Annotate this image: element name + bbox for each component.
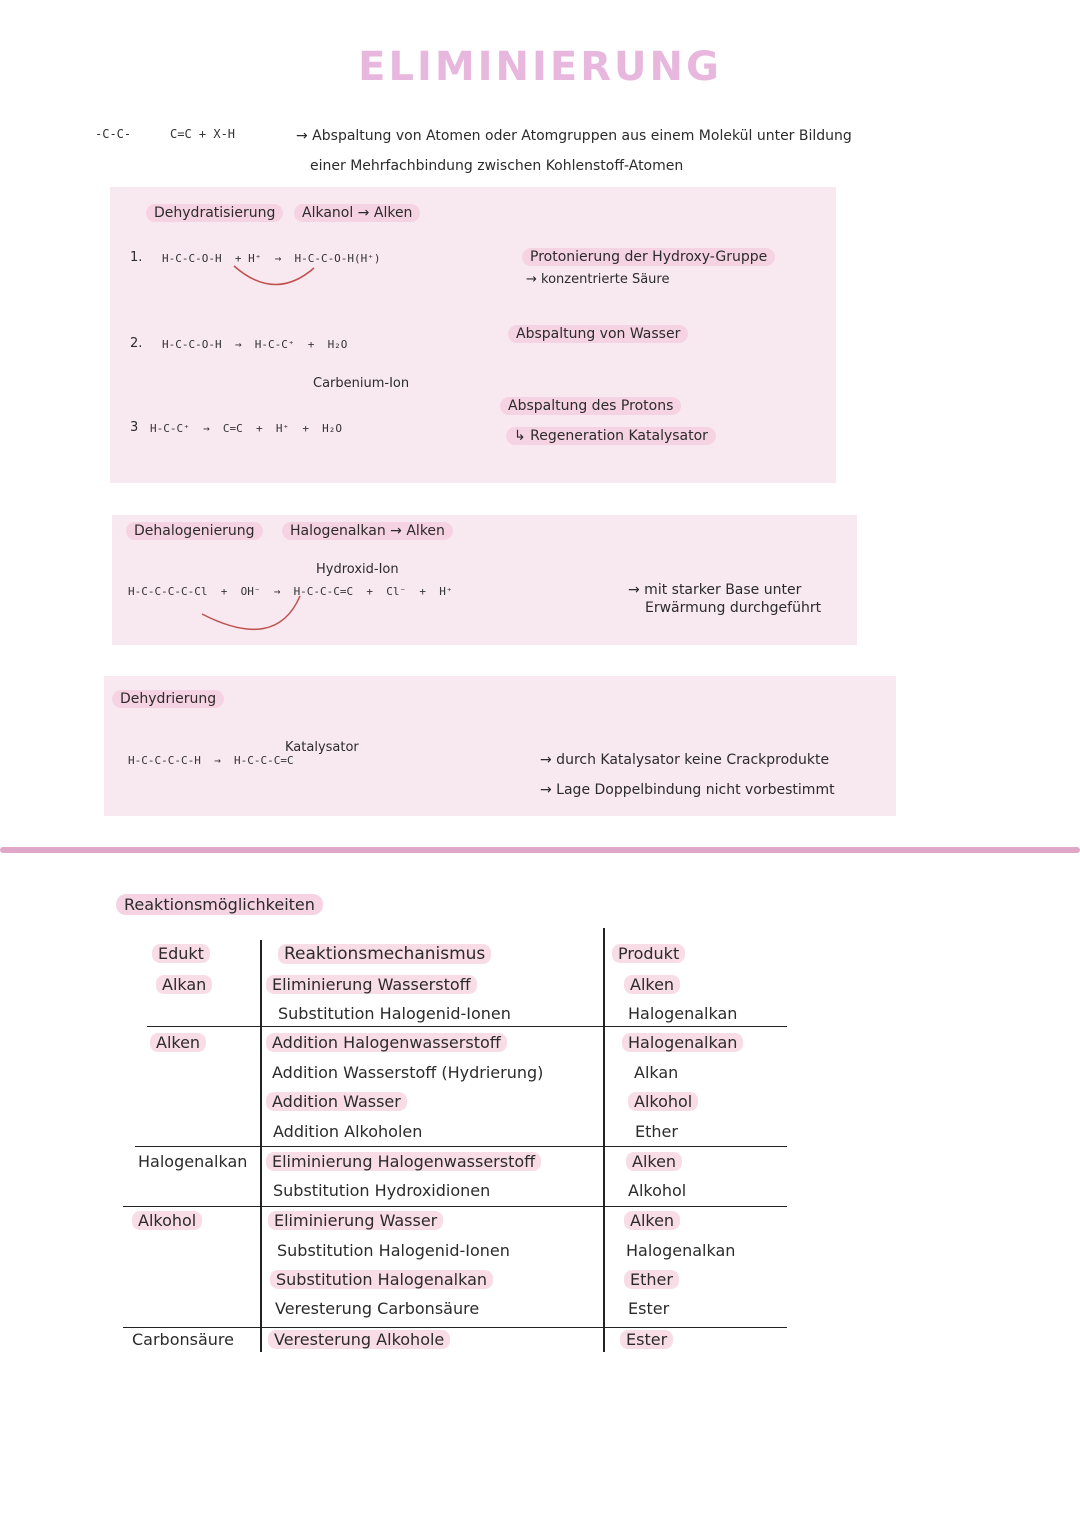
row-2-prod: Halogenalkan	[628, 1004, 738, 1023]
row-13-edukt: Carbonsäure	[132, 1330, 234, 1349]
katalysator-label: Katalysator	[285, 740, 359, 755]
row-12-mech: Veresterung Carbonsäure	[275, 1299, 480, 1318]
hydroxid-ion-label: Hydroxid-Ion	[316, 562, 399, 577]
dehydrierung-note-1: → durch Katalysator keine Crackprodukte	[540, 752, 830, 768]
step-1-number: 1.	[130, 250, 143, 265]
dehydratisierung-panel	[110, 187, 836, 483]
col-header-edukt: Edukt	[152, 944, 210, 963]
col-header-mechanismus: Reaktionsmechanismus	[278, 944, 491, 964]
table-heading: Reaktionsmöglichkeiten	[116, 894, 323, 915]
dehalogenierung-note-2: Erwärmung durchgeführt	[645, 600, 822, 616]
row-1-edukt: Alkan	[156, 975, 212, 994]
step-3-subnote: ↳ Regeneration Katalysator	[506, 427, 716, 445]
step-1-note: Protonierung der Hydroxy-Gruppe	[522, 248, 775, 266]
row-8-mech: Substitution Hydroxidionen	[273, 1181, 491, 1200]
dehalogenierung-formula: H-C-C-C-C-Cl + OH⁻ → H-C-C-C=C + Cl⁻ + H⁺	[128, 585, 453, 598]
row-6-mech: Addition Alkoholen	[273, 1122, 423, 1141]
table-rule-3	[123, 1206, 787, 1207]
row-5-mech: Addition Wasser	[266, 1092, 407, 1111]
row-4-mech: Addition Wasserstoff (Hydrierung)	[272, 1063, 544, 1082]
section-divider	[0, 847, 1080, 853]
table-divider-v2	[603, 928, 605, 1352]
table-rule-4	[123, 1327, 787, 1328]
dehydratisierung-equation: Alkanol → Alken	[294, 204, 420, 222]
dehydrierung-note-2: → Lage Doppelbindung nicht vorbestimmt	[540, 782, 835, 798]
intro-definition-line2: einer Mehrfachbindung zwischen Kohlenstoff-Atomen	[310, 158, 684, 174]
intro-scheme-lhs: -C-C-	[95, 127, 132, 141]
electron-arrow-1	[230, 262, 320, 292]
row-12-prod: Ester	[628, 1299, 670, 1318]
row-7-mech: Eliminierung Halogenwasserstoff	[266, 1152, 541, 1171]
row-6-prod: Ether	[635, 1122, 678, 1141]
step-2-number: 2.	[130, 336, 143, 351]
step-1-formula: H-C-C-O-H + H⁺ → H-C-C-O-H(H⁺)	[162, 252, 381, 265]
step-2-formula: H-C-C-O-H → H-C-C⁺ + H₂O	[162, 338, 348, 351]
dehalogenierung-equation: Halogenalkan → Alken	[282, 522, 453, 540]
step-2-note: Abspaltung von Wasser	[508, 325, 688, 343]
dehalogenierung-heading: Dehalogenierung	[126, 522, 263, 540]
row-13-mech: Veresterung Alkohole	[268, 1330, 450, 1349]
col-header-produkt: Produkt	[612, 944, 685, 963]
intro-scheme-rhs: C=C + X-H	[170, 127, 236, 141]
electron-arrow-2	[196, 592, 306, 640]
row-3-edukt: Alken	[150, 1033, 206, 1052]
intro-definition-line1: → Abspaltung von Atomen oder Atomgruppen aus einem Molekül unter Bildung	[296, 128, 852, 144]
row-3-prod: Halogenalkan	[622, 1033, 743, 1052]
dehydrierung-heading: Dehydrierung	[112, 690, 224, 708]
page-title: ELIMINIERUNG	[358, 44, 722, 90]
row-11-prod: Ether	[624, 1270, 679, 1289]
row-7-prod: Alken	[626, 1152, 682, 1171]
row-9-prod: Alken	[624, 1211, 680, 1230]
row-8-prod: Alkohol	[628, 1181, 687, 1200]
dehydrierung-formula: H-C-C-C-C-H → H-C-C-C=C	[128, 754, 294, 767]
table-rule-2	[135, 1146, 787, 1147]
step-3-number: 3	[130, 420, 139, 435]
row-1-mech: Eliminierung Wasserstoff	[266, 975, 477, 994]
row-4-prod: Alkan	[634, 1063, 679, 1082]
carbenium-ion-label: Carbenium-Ion	[313, 376, 410, 391]
row-13-prod: Ester	[620, 1330, 673, 1349]
step-3-formula: H-C-C⁺ → C=C + H⁺ + H₂O	[150, 422, 343, 435]
row-9-edukt: Alkohol	[132, 1211, 202, 1230]
row-11-mech: Substitution Halogenalkan	[270, 1270, 493, 1289]
row-2-mech: Substitution Halogenid-Ionen	[278, 1004, 511, 1023]
row-10-prod: Halogenalkan	[626, 1241, 736, 1260]
row-7-edukt: Halogenalkan	[138, 1152, 248, 1171]
dehydratisierung-heading: Dehydratisierung	[146, 204, 283, 222]
row-5-prod: Alkohol	[628, 1092, 698, 1111]
step-1-subnote: → konzentrierte Säure	[526, 272, 670, 287]
row-1-prod: Alken	[624, 975, 680, 994]
row-9-mech: Eliminierung Wasser	[268, 1211, 443, 1230]
dehalogenierung-note-1: → mit starker Base unter	[628, 582, 802, 598]
row-3-mech: Addition Halogenwasserstoff	[266, 1033, 507, 1052]
table-rule-1	[147, 1026, 787, 1027]
row-10-mech: Substitution Halogenid-Ionen	[277, 1241, 510, 1260]
step-3-note: Abspaltung des Protons	[500, 397, 681, 415]
